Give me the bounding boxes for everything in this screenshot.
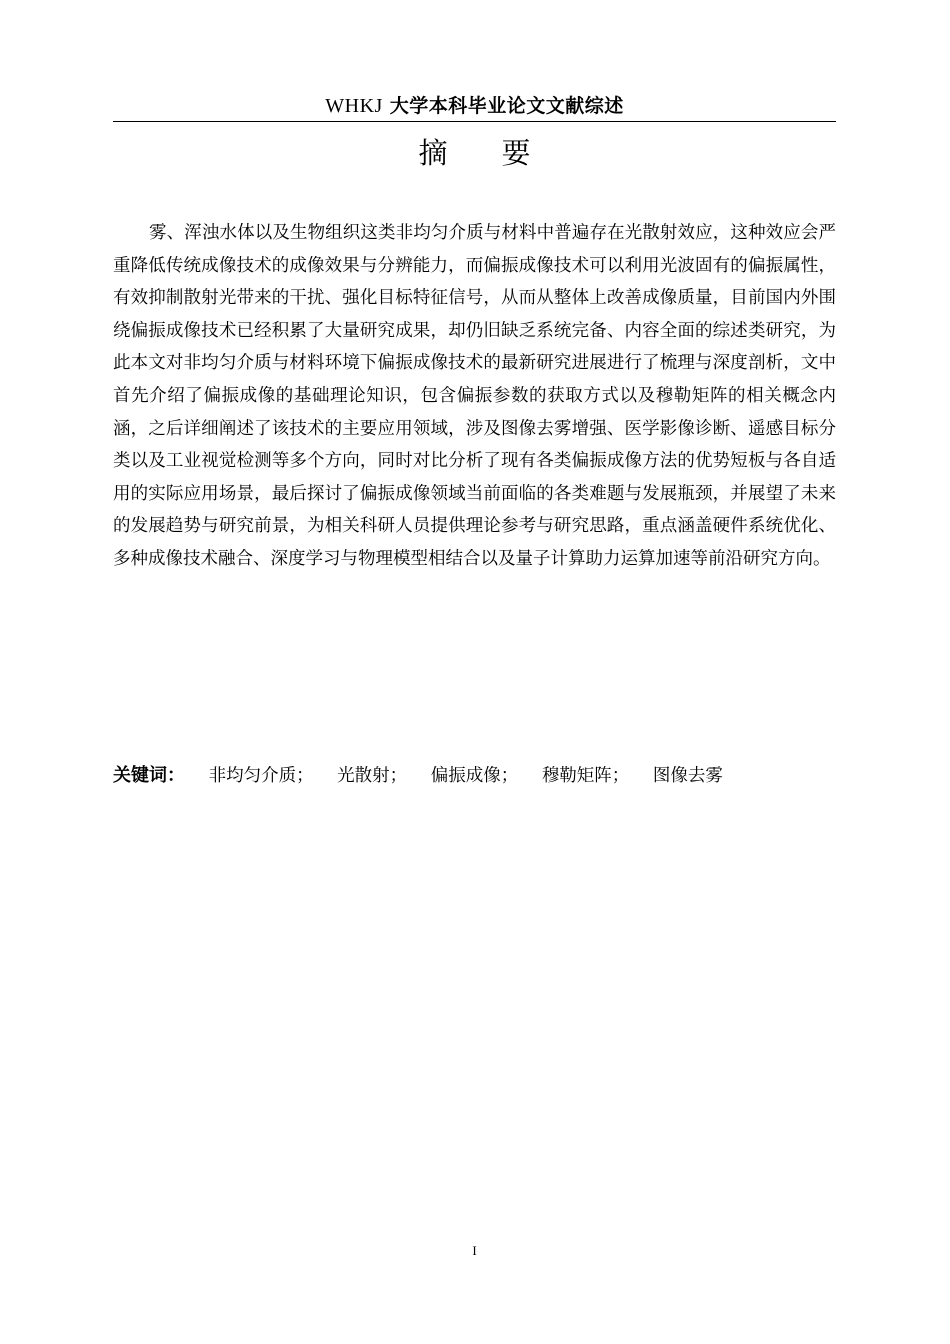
keywords-line: [113, 760, 836, 792]
keyword-item: 非均匀介质；: [208, 766, 314, 786]
keywords-label: 关键词：: [113, 765, 185, 786]
page-title: 摘要: [418, 136, 585, 170]
running-header: [113, 92, 836, 119]
keyword-item: 图像去雾: [652, 766, 723, 786]
keyword-item: 偏振成像；: [430, 766, 519, 786]
header-divider: [113, 121, 836, 122]
header-prefix: WHKJ: [325, 95, 383, 117]
keyword-item: 光散射；: [337, 766, 408, 786]
page-number: I: [472, 1243, 477, 1258]
keyword-item: 穆勒矩阵；: [541, 766, 630, 786]
abstract-body: 雾、浑浊水体以及生物组织这类非均匀介质与材料中普遍存在光散射效应，这种效应会严重降低传统成像技术的成像效果与分辨能力，而偏振成像技术可以利用光波固有的偏振属性，有效抑制散射光带来的干扰、强化目标特征信号，从而从整体上改善成像质量，目前国内外围绕偏振成像技术已经积累了大量研究成果，却仍旧缺乏系统完备、内容全面的综述类研究，为此本文对非均匀介质与材料环境下偏振成像技术的最新研究进展进行了梳理与深度剖析，文中首先介绍了偏振成像的基础理论知识，包含偏振参数的获取方式以及穆勒矩阵的相关概念内涵，之后详细阐述了该技术的主要应用领域，涉及图像去雾增强、医学影像诊断、遥感目标分类以及工业视觉检测等多个方向，同时对比分析了现有各类偏振成像方法的优势短板与各自适用的实际应用场景，最后探讨了偏振成像领域当前面临的各类难题与发展瓶颈，并展望了未来的发展趋势与研究前景，为相关科研人员提供理论参考与研究思路，重点涵盖硬件系统优化、多种成像技术融合、深度学习与物理模型相结合以及量子计算助力运算加速等前沿研究方向。: [113, 223, 836, 569]
header-title: 大学本科毕业论文文献综述: [389, 95, 624, 117]
